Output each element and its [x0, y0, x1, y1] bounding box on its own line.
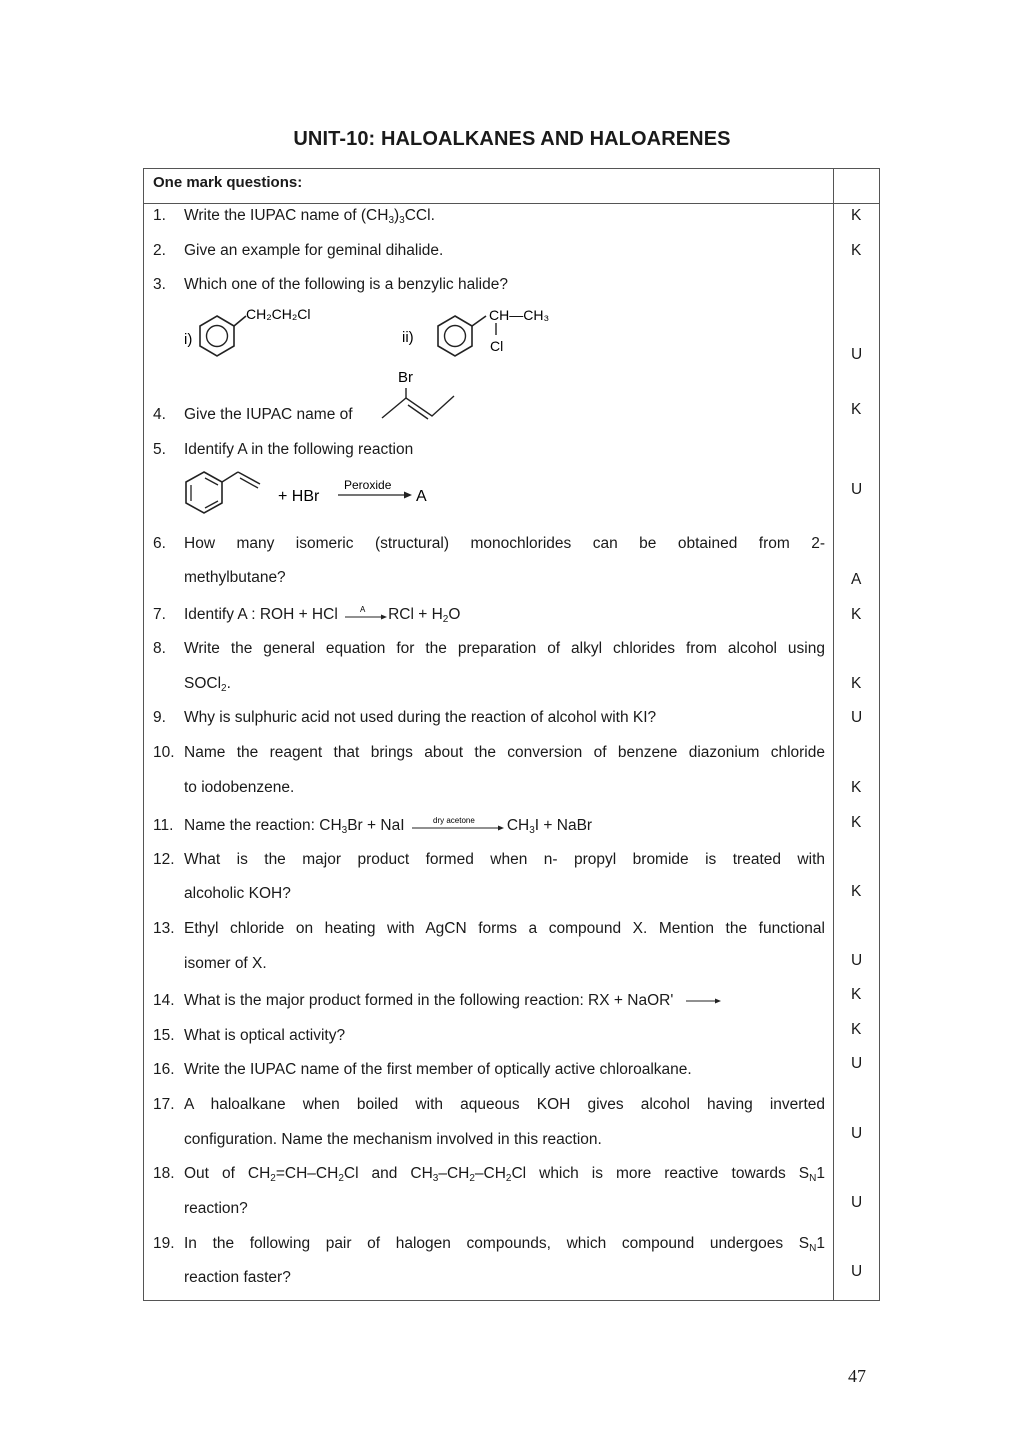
question-level: K — [851, 814, 862, 831]
question-text: Why is sulphuric acid not used during the reaction of alcohol with KI? — [184, 709, 657, 726]
question-number: 16. — [153, 1061, 175, 1078]
styrene-reaction-figure — [180, 466, 440, 524]
question-text-line: configuration. Name the mechanism involved in this reaction. — [184, 1131, 602, 1148]
bond-line — [234, 316, 246, 326]
cl-substituent: Cl — [490, 338, 504, 354]
question-number: 11. — [153, 817, 174, 834]
question-number: 14. — [153, 992, 175, 1009]
question-number: 8. — [153, 640, 166, 657]
section-header: One mark questions: — [153, 174, 303, 191]
question-text-line: alcoholic KOH? — [184, 885, 291, 902]
question-text-line: How many isomeric (structural) monochlorides can be obtained from 2- — [184, 535, 825, 552]
question-level: K — [851, 207, 862, 224]
option-ii-label: ii) — [402, 329, 414, 346]
question-number: 7. — [153, 606, 166, 623]
page-title: UNIT-10: HALOALKANES AND HALOARENES — [293, 128, 731, 150]
question-number: 1. — [153, 207, 166, 224]
question-number: 15. — [153, 1027, 175, 1044]
question-number: 13. — [153, 920, 175, 937]
arrow-head-icon — [404, 492, 412, 499]
option-i-label: i) — [184, 331, 193, 348]
column-divider — [833, 168, 834, 1301]
page-number: 47 — [848, 1366, 866, 1386]
question-text-line: Write the general equation for the preparation of alkyl chlorides from alcohol using — [184, 640, 825, 657]
question-number: 5. — [153, 441, 166, 458]
question-level: K — [851, 779, 862, 796]
question-level: U — [851, 952, 863, 969]
question-text-line: reaction? — [184, 1200, 248, 1217]
question-level: K — [851, 986, 862, 1003]
benzene-circle-icon — [207, 326, 228, 347]
question-text-line: SOCl$_2$. — [184, 675, 231, 694]
question-number: 9. — [153, 709, 166, 726]
question-level: U — [851, 481, 863, 498]
question-text-line: to iodobenzene. — [184, 779, 295, 796]
question-text: Which one of the following is a benzylic halide? — [184, 276, 508, 293]
hbr-reagent: + HBr — [278, 488, 320, 505]
header-divider — [143, 203, 880, 204]
arrow-head-icon — [381, 615, 387, 620]
peroxide-condition: Peroxide — [344, 478, 392, 492]
carbon-chain-line — [382, 396, 454, 418]
question-text: Identify A : ROH + HCl A RCl + $H_2O$ — [184, 606, 461, 626]
question-level: A — [851, 571, 862, 588]
reaction-arrow-icon — [342, 606, 388, 624]
benzylic-halide-options-figure — [180, 302, 560, 362]
vinyl-bond-line — [222, 472, 238, 482]
question-level: U — [851, 1125, 863, 1142]
question-number: 6. — [153, 535, 166, 552]
reaction-arrow-icon — [409, 817, 507, 835]
question-text: Write the IUPAC name of $(CH_3)_3CCl$. — [184, 207, 435, 226]
question-text: What is optical activity? — [184, 1027, 346, 1044]
question-text-line: methylbutane? — [184, 569, 286, 586]
question-text-line: A haloalkane when boiled with aqueous KOH gives alcohol having inverted — [184, 1096, 825, 1113]
question-level: K — [851, 1021, 862, 1038]
question-text-line: Out of $CH_2=CH-CH_2Cl$ and $CH_3-CH_2-CH_2Cl$ which is more reactive towards $S_N1$ — [184, 1165, 825, 1184]
question-level: U — [851, 709, 863, 726]
question-number: 2. — [153, 242, 166, 259]
ch2ch2cl-group: CH₂CH₂Cl — [246, 306, 311, 322]
product-a: A — [416, 488, 427, 505]
question-level: U — [851, 1194, 863, 1211]
reaction-arrow-icon — [678, 994, 724, 1008]
ch-ch3-group: CH—CH₃ — [489, 307, 550, 323]
benzene-circle-icon — [445, 326, 466, 347]
question-number: 19. — [153, 1235, 175, 1252]
arrow-label: dry acetone — [432, 817, 475, 825]
question-text: Identify A in the following reaction — [184, 441, 414, 458]
question-level: U — [851, 1263, 863, 1280]
arrow-head-icon — [715, 998, 721, 1003]
bromoalkene-structure-figure — [378, 366, 463, 422]
vinyl-double-bond-line — [240, 478, 258, 488]
question-level: K — [851, 401, 862, 418]
question-text-line: reaction faster? — [184, 1269, 291, 1286]
question-level: U — [851, 346, 863, 363]
question-text-line: Ethyl chloride on heating with AgCN forms a compound X. Mention the functional — [184, 920, 825, 937]
question-text-line: Name the reagent that brings about the conversion of benzene diazonium chloride — [184, 744, 825, 761]
question-level: K — [851, 242, 862, 259]
arrow-head-icon — [498, 826, 504, 831]
question-number: 17. — [153, 1096, 175, 1113]
question-text-line: isomer of X. — [184, 955, 267, 972]
question-text: What is the major product formed in the following reaction: RX + NaOR' — [184, 992, 724, 1010]
question-level: U — [851, 1055, 863, 1072]
question-text-line: What is the major product formed when n- propyl bromide is treated with — [184, 851, 825, 868]
question-number: 10. — [153, 744, 175, 761]
bond-line — [472, 316, 486, 326]
question-level: K — [851, 675, 862, 692]
arrow-label: A — [360, 606, 366, 614]
question-text: Write the IUPAC name of the first member of optically active chloroalkane. — [184, 1061, 692, 1078]
benzene-ring-icon — [200, 316, 234, 356]
question-number: 4. — [153, 406, 166, 423]
question-text: Give the IUPAC name of — [184, 406, 353, 423]
question-number: 18. — [153, 1165, 175, 1182]
br-atom-label: Br — [398, 369, 413, 386]
question-number: 12. — [153, 851, 175, 868]
question-text: Give an example for geminal dihalide. — [184, 242, 444, 259]
question-text: Name the reaction: $CH_3Br$ + NaI dry acetone $CH_3I$ + NaBr — [184, 817, 593, 837]
question-level: K — [851, 606, 862, 623]
benzene-ring-icon — [438, 316, 472, 356]
question-level: K — [851, 883, 862, 900]
question-text-line: In the following pair of halogen compounds, which compound undergoes $S_N1$ — [184, 1235, 825, 1254]
question-number: 3. — [153, 276, 166, 293]
